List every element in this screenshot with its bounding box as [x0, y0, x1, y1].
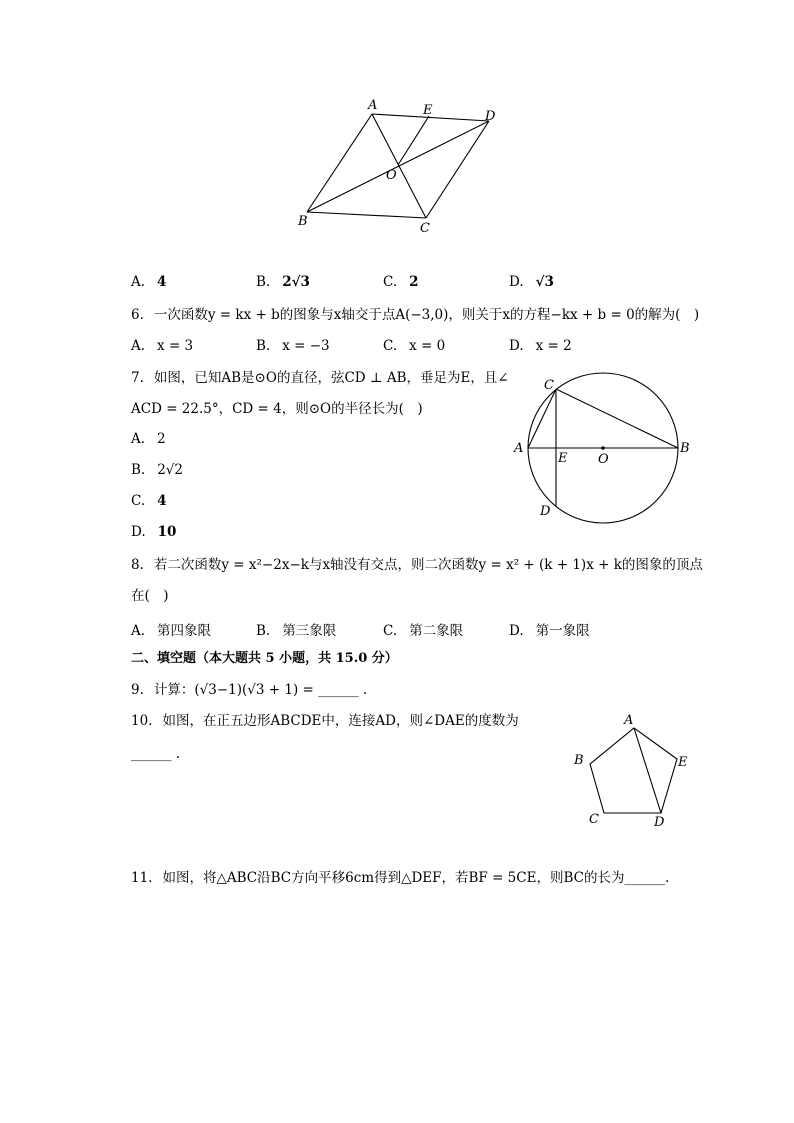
q6-stem: 6. 一次函数y = kx + b的图象与x轴交于点A(−3,0)，则关于x的方程−kx + b = 0的解为( ): [131, 307, 700, 323]
q7-stem-line1: 7. 如图，已知AB是⊙O的直径，弦CD ⊥ AB，垂足为E，且∠: [131, 370, 509, 386]
q10-answer-blank: ______ .: [131, 746, 181, 762]
side-cd: [426, 121, 489, 218]
label-e: E: [678, 755, 688, 770]
label-a: A: [368, 98, 378, 113]
label-a: A: [624, 713, 634, 728]
q5-option-a[interactable]: A. 4: [131, 274, 167, 290]
q8-option-c[interactable]: C. 第二象限: [383, 623, 464, 639]
label-b: B: [574, 753, 584, 768]
q8-stem-line1: 8. 若二次函数y = x²−2x−k与x轴没有交点，则二次函数y = x² + (k + 1)x + k的图象的顶点: [131, 557, 703, 573]
pentagon-figure: [568, 710, 698, 832]
label-b: B: [680, 441, 690, 456]
circle-figure: [508, 372, 698, 524]
label-d: D: [654, 815, 665, 830]
side-ab: [307, 114, 372, 212]
label-o: O: [598, 452, 609, 467]
rhombus-figure: [290, 95, 510, 240]
side-bc: [307, 212, 426, 218]
label-o: O: [386, 168, 397, 183]
label-b: B: [298, 214, 308, 229]
q7-stem-line2: ACD = 22.5°，CD = 4，则⊙O的半径长为( ): [131, 401, 423, 417]
q5-option-b[interactable]: B. 2√3: [256, 274, 310, 290]
q7-option-c[interactable]: C. 4: [131, 493, 167, 509]
q5-option-c[interactable]: C. 2: [383, 274, 419, 290]
segment-oe: [398, 116, 429, 165]
label-a: A: [514, 441, 524, 456]
q11-stem: 11. 如图，将△ABC沿BC方向平移6cm得到△DEF，若BF = 5CE，则BC的长为______.: [131, 870, 670, 886]
segment-ad: [634, 728, 661, 813]
label-c: C: [420, 221, 430, 236]
q7-option-d[interactable]: D. 10: [131, 524, 177, 540]
q8-stem-line2: 在( ): [131, 588, 169, 604]
q8-option-b[interactable]: B. 第三象限: [256, 623, 337, 639]
label-e: E: [423, 103, 433, 118]
q9-stem: 9. 计算：(√3−1)(√3 + 1) = ______ .: [131, 682, 368, 698]
label-c: C: [589, 812, 599, 827]
label-d: D: [485, 109, 496, 124]
q7-option-a[interactable]: A. 2: [131, 431, 166, 447]
q10-stem-line1: 10. 如图，在正五边形ABCDE中，连接AD，则∠DAE的度数为: [131, 713, 519, 729]
segment-cb: [556, 389, 678, 448]
q8-option-a[interactable]: A. 第四象限: [131, 623, 212, 639]
label-d: D: [540, 504, 551, 519]
q6-option-b[interactable]: B. x = −3: [256, 338, 330, 354]
q7-option-b[interactable]: B. 2√2: [131, 462, 183, 478]
q8-option-d[interactable]: D. 第一象限: [509, 623, 590, 639]
q6-option-d[interactable]: D. x = 2: [509, 338, 572, 354]
q5-option-d[interactable]: D. √3: [509, 274, 554, 290]
q6-option-a[interactable]: A. x = 3: [131, 338, 194, 354]
diagonal-bd: [307, 121, 489, 212]
center-point: [601, 446, 605, 450]
q6-option-c[interactable]: C. x = 0: [383, 338, 446, 354]
pentagon-abcde: [590, 728, 677, 813]
label-e: E: [558, 451, 568, 466]
section-title: 二、填空题（本大题共 5 小题，共 15.0 分）: [131, 651, 398, 666]
label-c: C: [544, 378, 554, 393]
segment-ac: [528, 389, 556, 448]
